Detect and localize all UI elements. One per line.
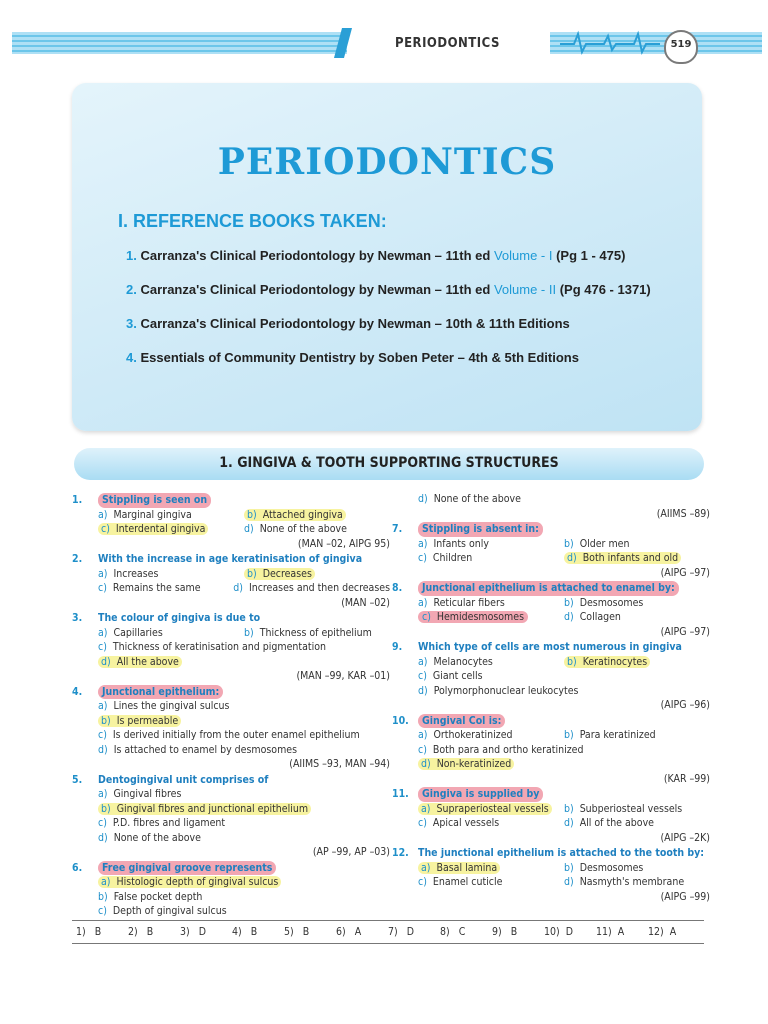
answer-item: 11) A [596,926,625,938]
answer-item: 10) D [544,926,573,938]
option-d: Nasmyth's membrane [579,876,685,888]
question: 7. Stippling is absent in: [392,522,710,537]
option-a: Orthokeratinized [433,729,513,741]
references-heading: I. REFERENCE BOOKS TAKEN: [118,211,387,231]
option-b: Desmosomes [579,596,644,609]
option-c: Enamel cuticle [432,876,503,888]
questions-column-right [392,492,710,904]
option-b: False pocket depth [113,890,203,903]
exam-reference: (KAR –99) [663,772,710,785]
option-a: Infants only [433,537,489,550]
options: a) Basal lamina b) Desmosomes c) Enamel cuticle d) Nasmyth's membrane [418,861,685,888]
question: 8. Junctional epithelium is attached to enamel by: [392,581,710,596]
options: d) None of the above [418,493,521,505]
answer-item: 6) A [336,926,362,938]
option-b: Gingival fibres and junctional epithelium [116,802,309,815]
option-a: Histologic depth of gingival sulcus [116,876,279,888]
option-d: All of the above [579,817,654,829]
header-title: PERIODONTICS [395,36,500,51]
option-d: All the above [116,655,179,668]
option-b: Para keratinized [579,729,656,741]
exam-reference: (AIPG –2K) [660,831,710,844]
option-d: None of the above [433,493,521,505]
questions-column-left [72,492,390,919]
question: 12. The junctional epithelium is attached to the tooth by: [392,847,705,859]
header-band-left [12,32,347,54]
options: a) Capillaries b) Thickness of epithelium c) Thickness of keratinisation and pigmentation d) All the above [98,626,372,668]
reference-item: 4. Essentials of Community Dentistry by Soben Peter – 4th & 5th Editions [126,350,579,365]
exam-reference: (AIPG –97) [660,625,710,638]
option-c: Is derived initially from the outer enamel epithelium [112,729,360,741]
option-c: Giant cells [432,670,483,682]
options: a) Marginal gingiva b) Attached gingiva c) Interdental gingiva d) None of the above [98,508,347,535]
option-a: Basal lamina [436,861,498,874]
options: a) Orthokeratinized b) Para keratinized c) Both para and ortho keratinized d) Non-keratinized [418,729,656,770]
ecg-line-icon [560,30,660,56]
answer-item: 7) D [388,926,414,938]
option-c: Hemidesmosomes [436,611,524,623]
exam-reference: (MAN –02) [341,596,390,609]
reference-item: 2. Carranza's Clinical Periodontology by Newman – 11th ed Volume - II (Pg 476 - 1371) [126,282,651,297]
option-a: Supraperiosteal vessels [436,802,549,815]
question: 11. Gingiva is supplied by [392,787,710,802]
title-panel [72,83,702,431]
options: a) Gingival fibres b) Gingival fibres and junctional epithelium c) P.D. fibres and ligament d) None of the above [72,787,390,845]
option-b: Older men [579,537,630,550]
option-b: Decreases [262,567,312,580]
option-a: Capillaries [113,626,163,639]
options: a) Infants only b) Older men c) Children d) Both infants and old [392,537,710,566]
option-b: Attached gingiva [262,508,343,521]
option-c: Children [432,552,473,564]
answer-item: 3) D [180,926,206,938]
reference-list [126,248,651,384]
option-c: Both para and ortho keratinized [432,743,584,756]
option-a: Melanocytes [433,655,493,668]
section-title: 1. GINGIVA & TOOTH SUPPORTING STRUCTURES [219,455,559,471]
option-b: Keratinocytes [582,655,648,668]
option-d: Non-keratinized [436,758,512,770]
answer-item: 2) B [128,926,154,938]
answer-item: 8) C [440,926,466,938]
exam-reference: (AIPG –96) [660,699,710,711]
option-b: Desmosomes [579,861,644,874]
option-c: Remains the same [112,582,201,594]
answer-key [72,920,704,944]
exam-reference: (AIPG –99) [660,890,710,903]
options: a) Increases b) Decreases c) Remains the same d) Increases and then decreases [98,567,390,594]
option-c: P.D. fibres and ligament [112,817,226,829]
chapter-title: PERIODONTICS [217,141,557,183]
option-d: Increases and then decreases [248,582,390,594]
exam-reference: (MAN –99, KAR –01) [296,670,390,682]
option-c: Thickness of keratinisation and pigmentation [112,641,326,653]
option-a: Increases [113,567,159,580]
question: 6. Free gingival groove represents [72,861,390,876]
answer-item: 12) A [648,926,677,938]
answer-item: 9) B [492,926,518,938]
option-a: Gingival fibres [113,788,182,800]
option-d: Is attached to enamel by desmosomes [113,743,298,756]
option-c: Interdental gingiva [115,523,206,535]
option-b: Is permeable [116,714,179,727]
option-a: Reticular fibers [433,596,505,609]
section-bar [74,448,704,480]
options: a) Lines the gingival sulcus b) Is permeable c) Is derived initially from the outer enamel epithelium d) Is attached to enamel by desmosomes [98,700,360,756]
exam-reference: (AP –99, AP –03) [312,846,390,858]
reference-item: 3. Carranza's Clinical Periodontology by Newman – 10th & 11th Editions [126,316,570,331]
option-c: Depth of gingival sulcus [112,905,227,917]
option-d: Collagen [579,611,621,623]
exam-reference: (AIIMS –93, MAN –94) [289,758,390,770]
question: 10. Gingival Col is: [392,714,710,729]
question: 5. Dentogingival unit comprises of [72,773,269,786]
reference-item: 1. Carranza's Clinical Periodontology by Newman – 11th ed Volume - I (Pg 1 - 475) [126,248,626,263]
page-number-tooth-badge: 519 [664,30,698,64]
option-d: Polymorphonuclear leukocytes [433,684,579,697]
option-d: None of the above [113,831,201,844]
options: a) Melanocytes b) Keratinocytes c) Giant cells d) Polymorphonuclear leukocytes [392,655,710,699]
option-d: Both infants and old [582,552,679,564]
answer-item: 1) B [76,926,102,938]
option-b: Subperiosteal vessels [579,802,683,815]
question: 3. The colour of gingiva is due to [72,612,261,624]
question: 2. With the increase in age keratinisation of gingiva [72,553,363,565]
question: 4. Junctional epithelium: [72,685,390,700]
exam-reference: (AIIMS –89) [656,507,710,520]
option-a: Lines the gingival sulcus [113,700,230,712]
options: a) Supraperiosteal vessels b) Subperiosteal vessels c) Apical vessels d) All of the above [418,802,683,829]
option-d: None of the above [259,523,347,535]
question: 9. Which type of cells are most numerous in gingiva [392,641,682,653]
options: a) Reticular fibers b) Desmosomes c) Hemidesmosomes d) Collagen [418,596,644,623]
answer-item: 4) B [232,926,258,938]
option-a: Marginal gingiva [113,508,192,521]
options: a) Histologic depth of gingival sulcus b) False pocket depth c) Depth of gingival sulcus [72,875,390,919]
question: 1. Stippling is seen on [72,493,390,508]
option-b: Thickness of epithelium [259,626,372,639]
exam-reference: (MAN –02, AIPG 95) [297,537,390,550]
option-c: Apical vessels [432,817,500,829]
answer-item: 5) B [284,926,310,938]
exam-reference: (AIPG –97) [660,566,710,579]
